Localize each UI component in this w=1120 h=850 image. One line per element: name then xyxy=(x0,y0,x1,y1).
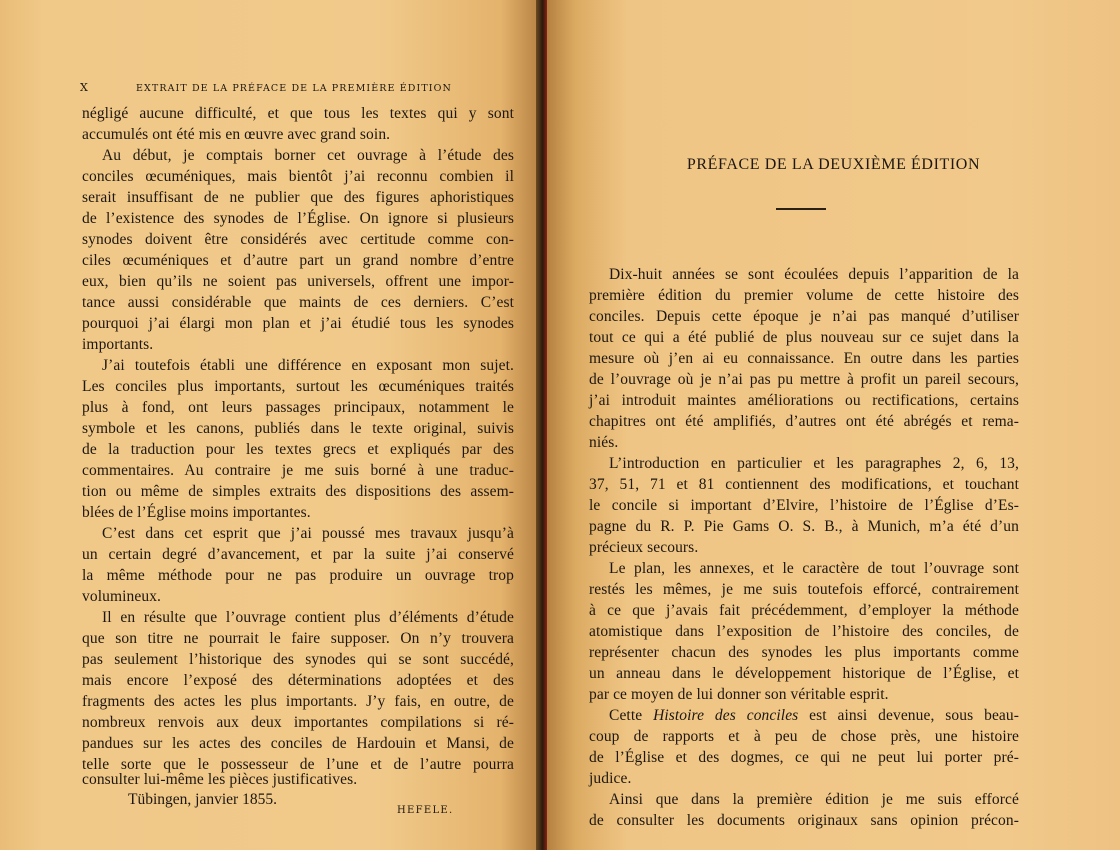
text-line: première édition du premier volume de cette histoire des xyxy=(589,287,1019,304)
text-line: de consulter les documents originaux sans opinion précon- xyxy=(589,812,1019,829)
left-page xyxy=(0,0,538,850)
text-line: blées de l’Église moins importantes. xyxy=(82,504,311,521)
right-page xyxy=(547,0,1120,850)
text-line: symbole et les canons, publiés dans le texte original, suivis xyxy=(82,420,514,437)
text-line: Le plan, les annexes, et le caractère de tout l’ouvrage sont xyxy=(609,560,1019,577)
text-line: consulter lui-même les pièces justificatives. xyxy=(82,771,358,788)
text-line: nombreux renvois aux deux importantes compilations si ré- xyxy=(82,714,514,731)
page-title: PRÉFACE DE LA DEUXIÈME ÉDITION xyxy=(686,156,981,173)
text-line: 37, 51, 71 et 81 contiennent des modifications, et touchant xyxy=(589,476,1019,493)
text-line: mais encore l’exposé des déterminations adoptées et des xyxy=(82,672,514,689)
text-line: j’ai introduit maintes améliorations ou rectifications, certains xyxy=(589,392,1019,409)
text-line: commentaires. Au contraire je me suis borné à une traduc- xyxy=(82,462,514,479)
text-line: précieux secours. xyxy=(589,539,699,556)
text-line: à ce que j’avais fait précédemment, d’employer la méthode xyxy=(589,602,1019,619)
text-line: niés. xyxy=(589,434,619,451)
text-line: pourquoi j’ai élargi mon plan et j’ai étudié tous les synodes xyxy=(82,315,514,332)
text-line: la même méthode pour ne pas produire un ouvrage trop xyxy=(82,567,514,584)
text-line: que son titre ne pourrait le faire supposer. On n’y trouvera xyxy=(82,630,514,647)
text-line: Au début, je comptais borner cet ouvrage à l’étude des xyxy=(102,147,514,164)
text-line: Dix-huit années se sont écoulées depuis l’apparition de la xyxy=(609,266,1019,283)
text-line: pas seulement l’historique des synodes qui se sont succédé, xyxy=(82,651,514,668)
text-line: serait insuffisant de ne publier que des figures aphoristiques xyxy=(82,189,514,206)
text-line: de l’existence des synodes de l’Église. On ignore si plusieurs xyxy=(82,210,514,227)
text-line: atomistique dans l’exposition de l’histoire des conciles, de xyxy=(589,623,1019,640)
text-line: restés les mêmes, je me suis toutefois efforcé, contrairement xyxy=(589,581,1019,598)
running-head-title: EXTRAIT DE LA PRÉFACE DE LA PREMIÈRE ÉDITION xyxy=(136,83,452,94)
text-line: Il en résulte que l’ouvrage contient plus d’éléments d’étude xyxy=(102,609,514,626)
text-line: de l’Église et des dogmes, ce qui ne peut lui porter pré- xyxy=(589,749,1019,766)
text-line: telle sorte que le possesseur de l’une et de l’autre pourra xyxy=(82,756,514,773)
text-line: L’introduction en particulier et les paragraphes 2, 6, 13, xyxy=(609,455,1019,472)
text-line: un certain degré d’avancement, et par la suite j’ai conservé xyxy=(82,546,514,563)
text-line: eux, bien qu’ils ne soient pas universels, offrent une impor- xyxy=(82,273,514,290)
text-line: tance aussi considérable que maints de ces derniers. C’est xyxy=(82,294,514,311)
text-line: pandues sur les actes des conciles de Hardouin et Mansi, de xyxy=(82,735,514,752)
text-line: ciles œcuméniques et d’autre part un grand nombre d’entre xyxy=(82,252,514,269)
text-line: négligé aucune difficulté, et que tous les textes qui y sont xyxy=(82,105,514,122)
text-line: par ce moyen de lui donner son véritable esprit. xyxy=(589,686,889,703)
signature-name: HEFELE. xyxy=(397,805,454,816)
page-number: X xyxy=(80,81,89,94)
text-line: C’est dans cet esprit que j’ai poussé mes travaux jusqu’à xyxy=(102,525,514,542)
running-head xyxy=(80,81,520,94)
text-line: Cette Histoire des conciles est ainsi devenue, sous beau- xyxy=(609,707,1020,724)
work-title: Histoire des conciles xyxy=(653,707,799,724)
text-line: le concile si important d’Elvire, l’histoire de l’Église d’Es- xyxy=(589,497,1019,514)
text-line: de l’ouvrage où je n’ai pas pu mettre à profit un pareil secours, xyxy=(589,371,1019,388)
text-line: importants. xyxy=(82,336,154,353)
text-line: mesure où j’en ai eu connaissance. En outre dans les parties xyxy=(589,350,1019,367)
text-line: fragments des actes les plus importants. J’y fais, en outre, de xyxy=(82,693,514,710)
text-line: volumineux. xyxy=(82,588,162,605)
text-line: synodes doivent être considérés avec certitude comme con- xyxy=(82,231,514,248)
title-rule xyxy=(776,208,826,210)
text-line: Ainsi que dans la première édition je me suis efforcé xyxy=(609,791,1019,808)
text-line: J’ai toutefois établi une différence en exposant mon sujet. xyxy=(102,357,514,374)
text-line: de la traduction pour les textes grecs et expliqués par des xyxy=(82,441,514,458)
text-line: un anneau dans le développement historique de l’Église, et xyxy=(589,665,1019,682)
text-line: pagne du R. P. Pie Gams O. S. B., à Munich, m’a été d’un xyxy=(589,518,1019,535)
text-line: accumulés ont été mis en œuvre avec grand soin. xyxy=(82,126,391,143)
text-line: représenter chacun des synodes les plus importants comme xyxy=(589,644,1019,661)
text-line: Les conciles plus importants, surtout les œcuméniques traités xyxy=(82,378,514,395)
signature-place-date: Tübingen, janvier 1855. xyxy=(128,791,277,808)
text-line: coup de rapports et à peu de chose près, une histoire xyxy=(589,728,1019,745)
text-line: tout ce qui a été publié de plus nouveau sur ce sujet dans la xyxy=(589,329,1019,346)
text-line: chapitres ont été amplifiés, d’autres ont été abrégés et rema- xyxy=(589,413,1019,430)
text-line: tion ou même de simples extraits des dispositions des assem- xyxy=(82,483,514,500)
text-line: plus à fond, ont leurs passages principaux, notamment le xyxy=(82,399,514,416)
text-line: conciles. Depuis cette époque je n’ai pas manqué d’utiliser xyxy=(589,308,1019,325)
text-line: judice. xyxy=(589,770,632,787)
text-line: conciles œcuméniques, mais bientôt j’ai reconnu combien il xyxy=(82,168,514,185)
